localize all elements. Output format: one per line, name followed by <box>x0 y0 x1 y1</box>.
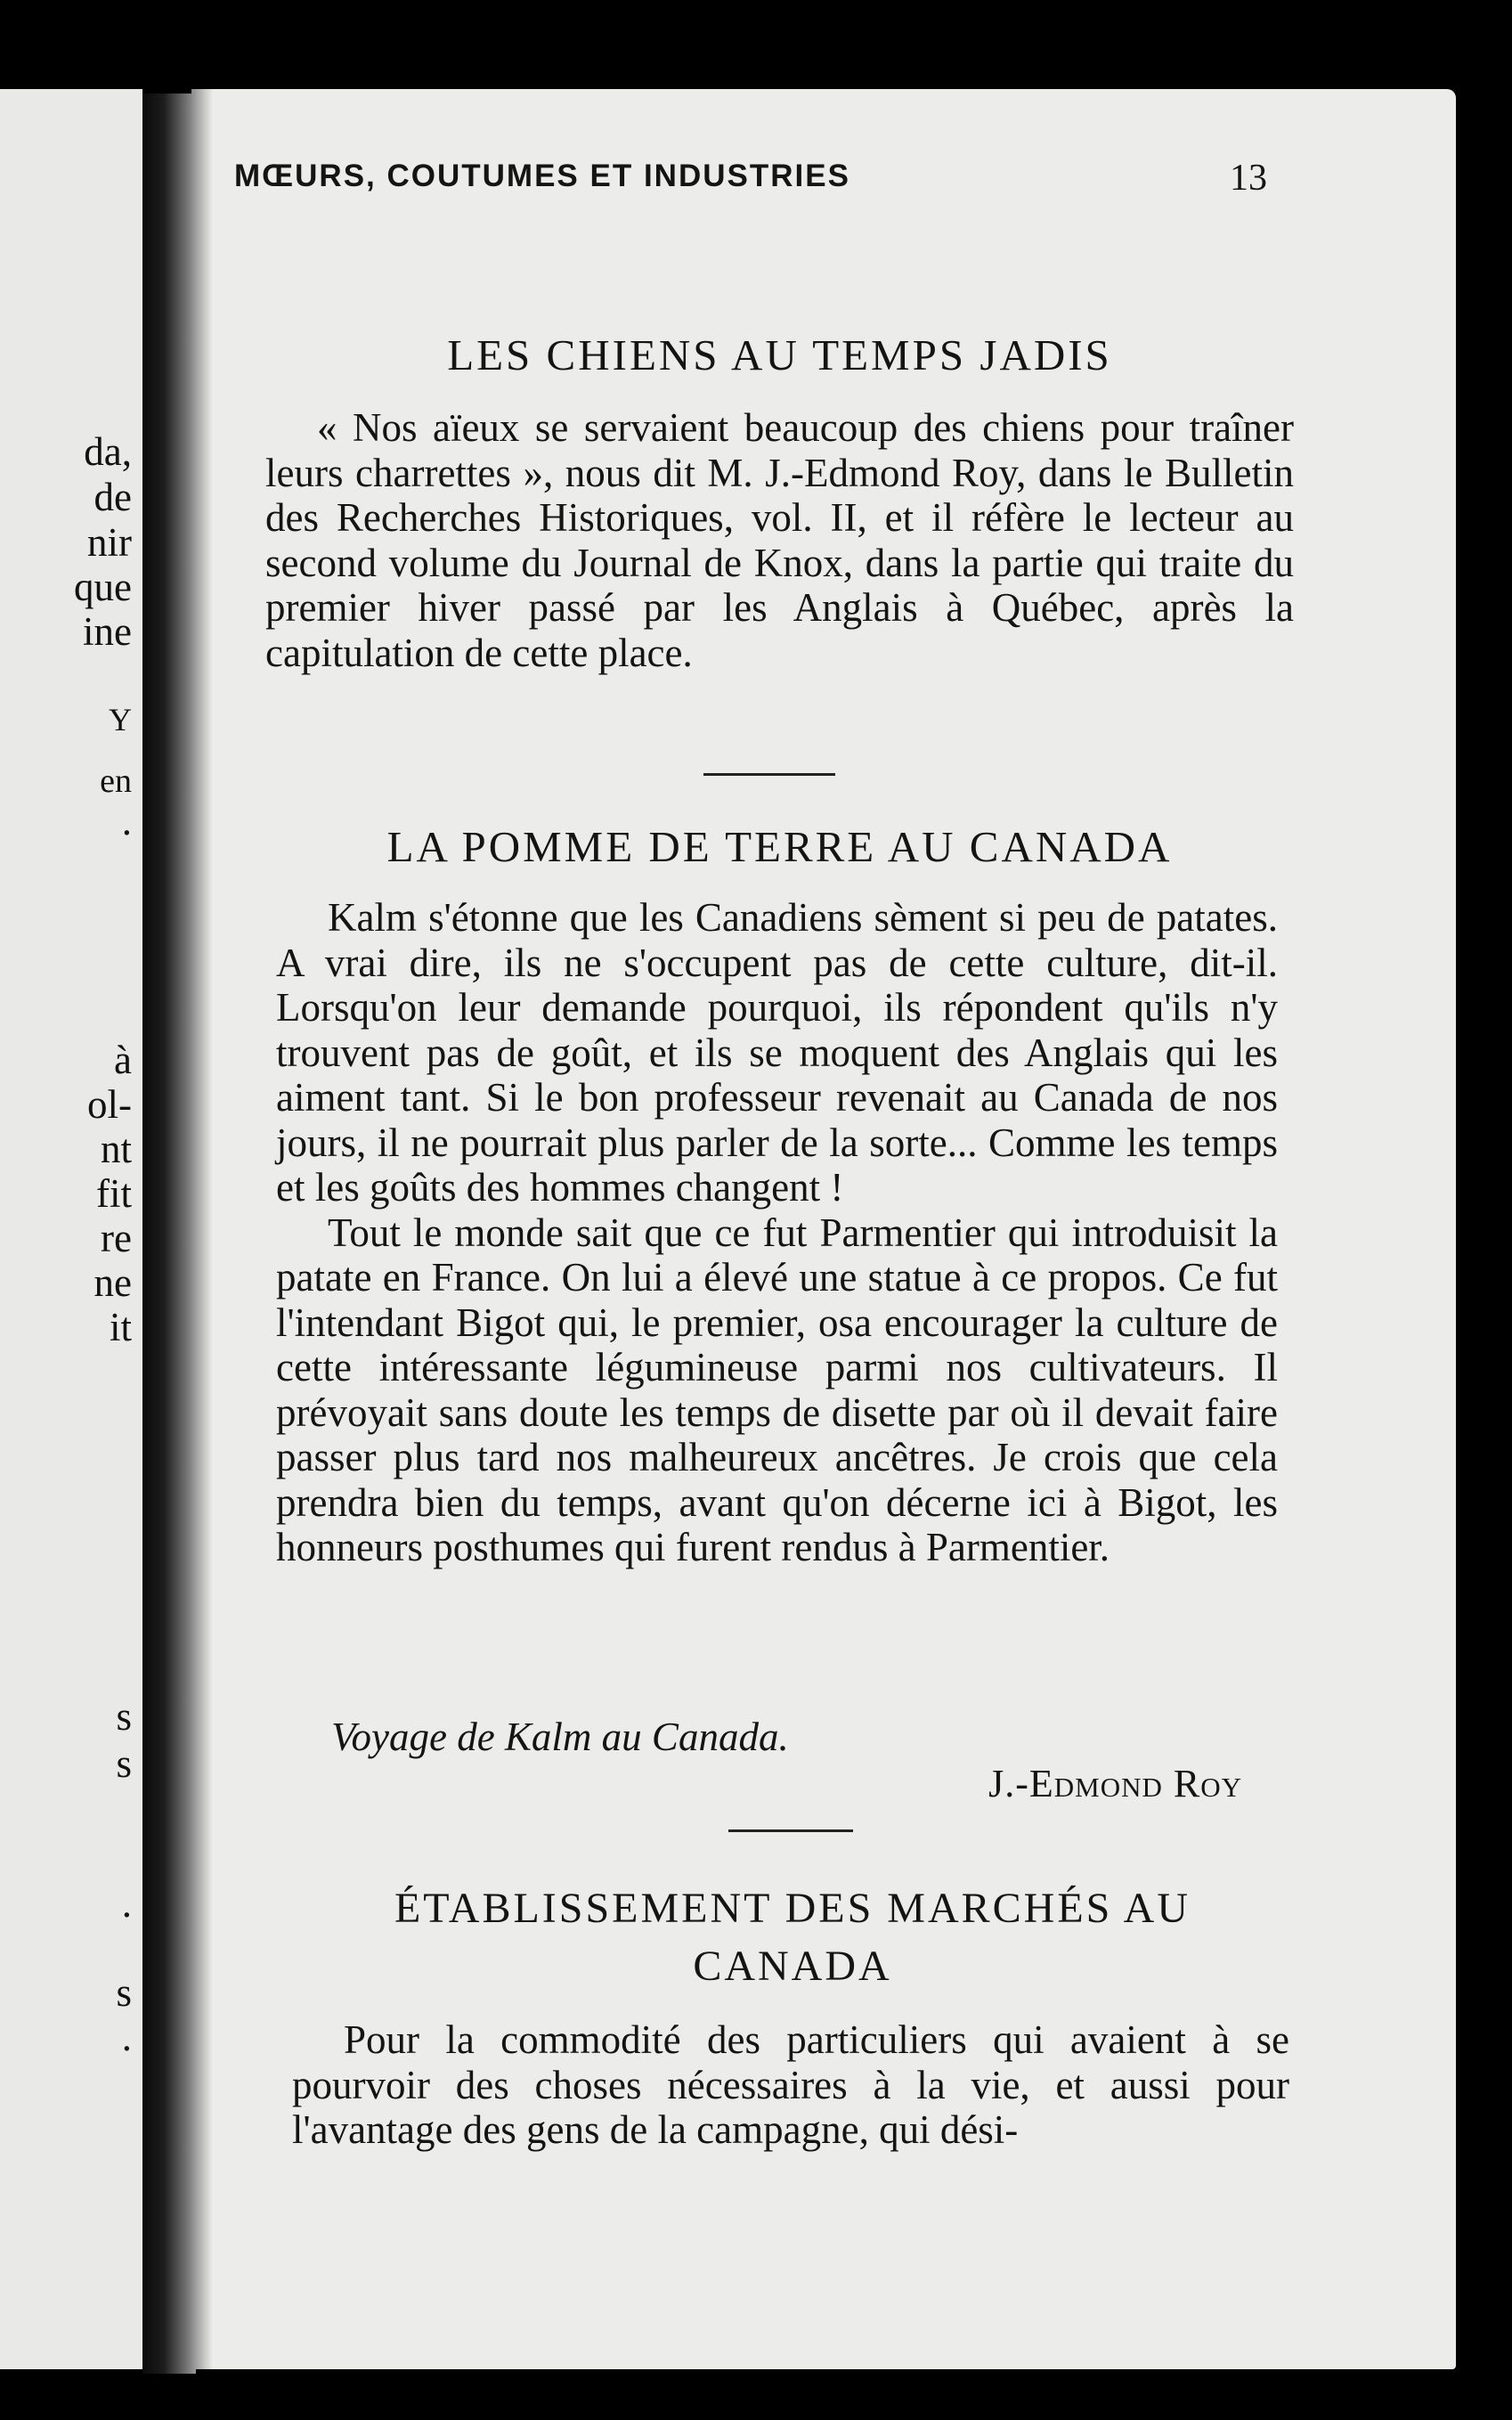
fragment-text: en <box>100 762 132 800</box>
paragraph: Tout le monde sait que ce fut Parmentier qui introduisit la patate en France. On lui a élevé une statue à ce propos. Ce fut l'intendant Bigot qui, le premier, osa encourager la culture de cette intéressante légumineuse parmi nos cultivateurs. Il prévoyait sans doute les temps de disette par où il devait faire passer plus tard nos malheureux ancêtres. Je crois que cela prendra bien du temps, avant qu'on décerne ici à Bigot, les honneurs posthumes qui furent rendus à Parmentier. <box>276 1210 1278 1569</box>
fragment-text: s <box>116 1741 132 1786</box>
author-name <box>321 1762 1242 1806</box>
fragment-text: Y <box>109 702 132 737</box>
fragment-text: ne <box>93 1260 132 1305</box>
paragraph: Kalm s'étonne que les Canadiens sèment si peu de patates. A vrai dire, ils ne s'occupent pas de cette culture, dit-il. Lorsqu'on leur demande pourquoi, ils répondent qu'ils n'y trouvent pas de goût, et ils se moquent des Anglais qui les aiment tant. Si le bon professeur revenait au Canada de nos jours, il ne pourrait plus parler de la sorte... Comme les temps et les goûts des hommes changent ! <box>276 895 1278 1210</box>
fragment-text: de <box>93 475 132 519</box>
section-body <box>292 2017 1289 2153</box>
author-initial: J.- <box>988 1762 1029 1805</box>
fragment-text: que <box>74 565 132 609</box>
book-gutter <box>142 94 196 2374</box>
running-title: MŒURS, COUTUMES ET INDUSTRIES <box>234 159 850 193</box>
author-signature <box>321 1762 1242 1806</box>
section-heading: LES CHIENS AU TEMPS JADIS <box>447 330 1112 379</box>
fragment-text: . <box>121 1881 132 1926</box>
section-body <box>265 405 1294 675</box>
section-divider <box>728 1829 853 1832</box>
page-shadow-edge <box>191 89 213 2369</box>
fragment-text: re <box>101 1216 132 1260</box>
section-heading-line1: ÉTABLISSEMENT DES MARCHÉS AU <box>394 1885 1191 1932</box>
section-body <box>276 895 1278 1570</box>
paragraph: Pour la commodité des particuliers qui avaient à se pourvoir des choses nécessaires à la vie, et aussi pour l'avantage des gens de la campagne, qui dési- <box>292 2017 1289 2152</box>
fragment-text: ine <box>83 609 132 654</box>
fragment-text: da, <box>84 429 132 474</box>
facing-page-fragment <box>0 89 142 2369</box>
page-number: 13 <box>1230 158 1267 199</box>
section-dogs <box>265 330 1294 381</box>
fragment-text: nir <box>87 520 132 565</box>
fragment-text: nt <box>100 1127 132 1171</box>
fragment-text: s <box>116 1694 132 1739</box>
fragment-text: fit <box>96 1171 132 1216</box>
section-divider <box>703 773 835 776</box>
fragment-text: it <box>109 1305 132 1349</box>
section-heading: LA POMME DE TERRE AU CANADA <box>386 822 1173 871</box>
section-heading-line2: CANADA <box>693 1943 892 1990</box>
paragraph: « Nos aïeux se servaient beaucoup des chiens pour traîner leurs charrettes », nous dit M. J.-Edmond Roy, dans le Bulletin des Recherches Historiques, vol. II, et il réfère le lecteur au second volume du Journal de Knox, dans la partie qui traite du premier hiver passé par les Anglais à Québec, après la capitulation de cette place. <box>265 405 1294 675</box>
fragment-text: s <box>116 1970 132 2015</box>
fragment-text: ol- <box>87 1082 132 1127</box>
section-markets <box>294 1872 1291 1988</box>
running-header <box>234 159 1267 212</box>
author-surname: Edmond Roy <box>1028 1762 1242 1805</box>
fragment-text: . <box>121 799 132 843</box>
fragment-text: . <box>121 2015 132 2059</box>
source-citation <box>331 1715 1311 1759</box>
source-text: Voyage de Kalm au Canada. <box>331 1715 789 1759</box>
section-potato <box>265 821 1294 873</box>
fragment-text: à <box>114 1038 132 1082</box>
